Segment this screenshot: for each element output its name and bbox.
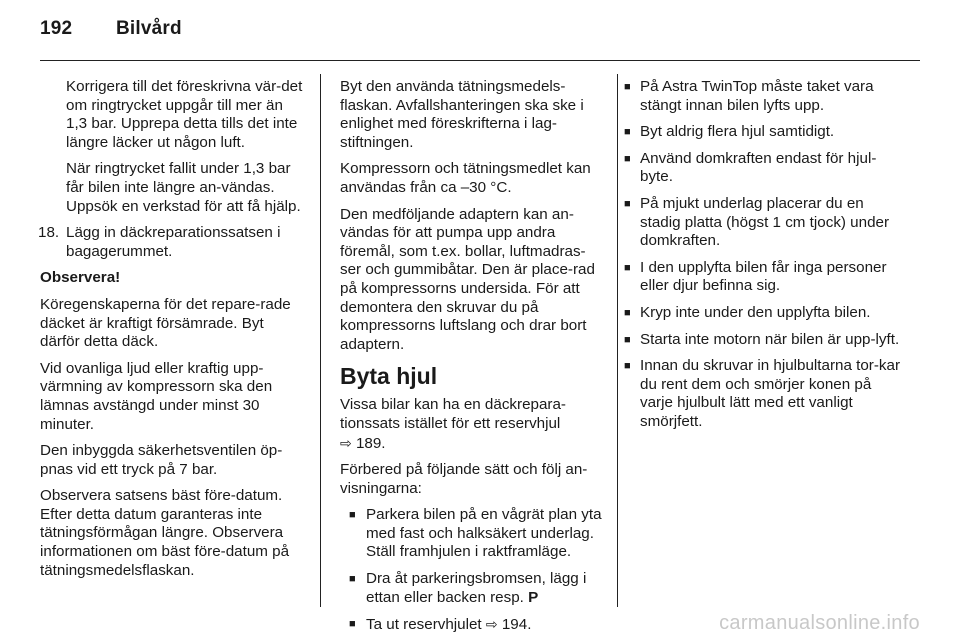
square-bullet-icon: ■ <box>349 618 356 631</box>
list-item <box>624 304 906 323</box>
paragraph: Kompressorn och tätningsmedlet kan användas från ca –30 °C. <box>340 160 591 196</box>
square-bullet-icon: ■ <box>624 197 631 210</box>
list-item-text: På Astra TwinTop måste taket vara stängt innan bilen lyfts upp. <box>640 78 874 114</box>
list-item-text: På mjukt underlag placerar du en stadig platta (högst 1 cm tjock) under domkraften. <box>640 194 890 250</box>
square-bullet-icon: ■ <box>349 509 356 522</box>
header-rule <box>40 60 920 61</box>
square-bullet-icon: ■ <box>624 333 631 346</box>
column-left <box>40 78 306 588</box>
paragraph: Korrigera till det föreskrivna vär-det om ringtrycket uppgår till mer än 1,3 bar. Upprepa detta tills det inte längre läcker ut någon luft. <box>66 78 303 151</box>
note-title: Observera! <box>40 269 121 287</box>
square-bullet-icon: ■ <box>624 306 631 319</box>
list-item-text: I den upplyfta bilen får inga personer eller djur befinna sig. <box>640 258 887 295</box>
square-bullet-icon: ■ <box>624 152 631 165</box>
column-right <box>624 78 906 440</box>
section-heading: Byta hjul <box>340 363 438 390</box>
list-item <box>340 570 606 607</box>
list-item-text: Byt aldrig flera hjul samtidigt. <box>640 123 835 141</box>
paragraph: Den medföljande adaptern kan an-vändas för att pumpa upp andra föremål, som t.ex. bollar, luftmadras-ser och gummibåtar. Den är place-rad på kompressorns undersida. För att demontera den skruvar du på kompressorns luftslang och drar bort adaptern. <box>340 205 595 353</box>
ref-arrow-icon: ⇨ <box>340 434 352 451</box>
list-item-text: Starta inte motorn när bilen är upp-lyft. <box>640 330 900 348</box>
column-divider <box>320 74 321 607</box>
section-title: Bilvård <box>116 18 182 39</box>
numbered-step <box>40 224 306 261</box>
list-item-text: Kryp inte under den upplyfta bilen. <box>640 303 871 321</box>
watermark: carmanualsonline.info <box>719 612 920 634</box>
list-item <box>624 78 906 115</box>
square-bullet-icon: ■ <box>624 360 631 373</box>
bullet-list <box>340 506 606 635</box>
square-bullet-icon: ■ <box>624 81 631 93</box>
list-item <box>624 357 906 431</box>
note-text: Köregenskaperna för det repare-rade däcket är kraftigt försämrade. Byt därför detta däck. <box>40 295 291 351</box>
paragraph: När ringtrycket fallit under 1,3 bar får bilen inte längre an-vändas. Uppsök en verkstad för att få hjälp. <box>66 160 301 215</box>
list-item <box>624 123 906 142</box>
page-header <box>40 18 182 40</box>
column-divider <box>617 74 618 607</box>
list-item <box>340 615 606 635</box>
page-reference: 189. <box>355 434 386 452</box>
paragraph <box>340 396 606 453</box>
list-item-text: Ta ut reservhjulet <box>366 616 482 634</box>
paragraph: Förbered på följande sätt och följ an-visningarna: <box>340 461 588 497</box>
gear-letter: P <box>528 588 539 606</box>
list-item-text: Parkera bilen på en vågrät plan yta med fast och halksäkert underlag. Ställ framhjulen i raktframläge. <box>366 506 602 561</box>
intro-text: Vissa bilar kan ha en däckrepara-tionssats istället för ett reservhjul <box>340 396 566 432</box>
step-number: 18. <box>38 224 60 242</box>
list-item <box>624 150 906 187</box>
paragraph: Byt den använda tätningsmedels-flaskan. Avfallshanteringen ska ske i enlighet med föreskrifterna i lag-stiftningen. <box>340 78 584 151</box>
ref-arrow-icon: ⇨ <box>485 616 498 633</box>
list-item <box>624 331 906 350</box>
list-item <box>624 195 906 251</box>
list-item-text: Använd domkraften endast för hjul-byte. <box>640 149 877 186</box>
paragraph: Den inbyggda säkerhetsventilen öp-pnas vid ett tryck på 7 bar. <box>40 442 283 478</box>
square-bullet-icon: ■ <box>624 261 631 274</box>
list-item-text: Innan du skruvar in hjulbultarna tor-kar du rent dem och smörjer konen på varje hjulbult lätt med ett vanligt smörjfett. <box>640 357 901 430</box>
square-bullet-icon: ■ <box>349 573 356 586</box>
paragraph: Vid ovanliga ljud eller kraftig upp-värmning av kompressorn ska den lämnas avstängd under minst 30 minuter. <box>40 359 273 433</box>
square-bullet-icon: ■ <box>624 126 631 139</box>
page-reference: 194. <box>501 616 532 634</box>
list-item-text: Dra åt parkeringsbromsen, lägg i ettan eller backen resp. <box>366 570 587 606</box>
bullet-list <box>624 78 906 432</box>
list-item <box>340 506 606 562</box>
step-text: Lägg in däckreparationssatsen i bagagerummet. <box>66 224 281 260</box>
paragraph: Observera satsens bäst före-datum. Efter detta datum garanteras inte tätningsförmågan längre. Observera informationen om bäst före-datum på tätningsmedelsflaskan. <box>40 487 290 579</box>
column-middle <box>340 78 606 643</box>
page-number: 192 <box>40 18 73 39</box>
list-item <box>624 259 906 296</box>
